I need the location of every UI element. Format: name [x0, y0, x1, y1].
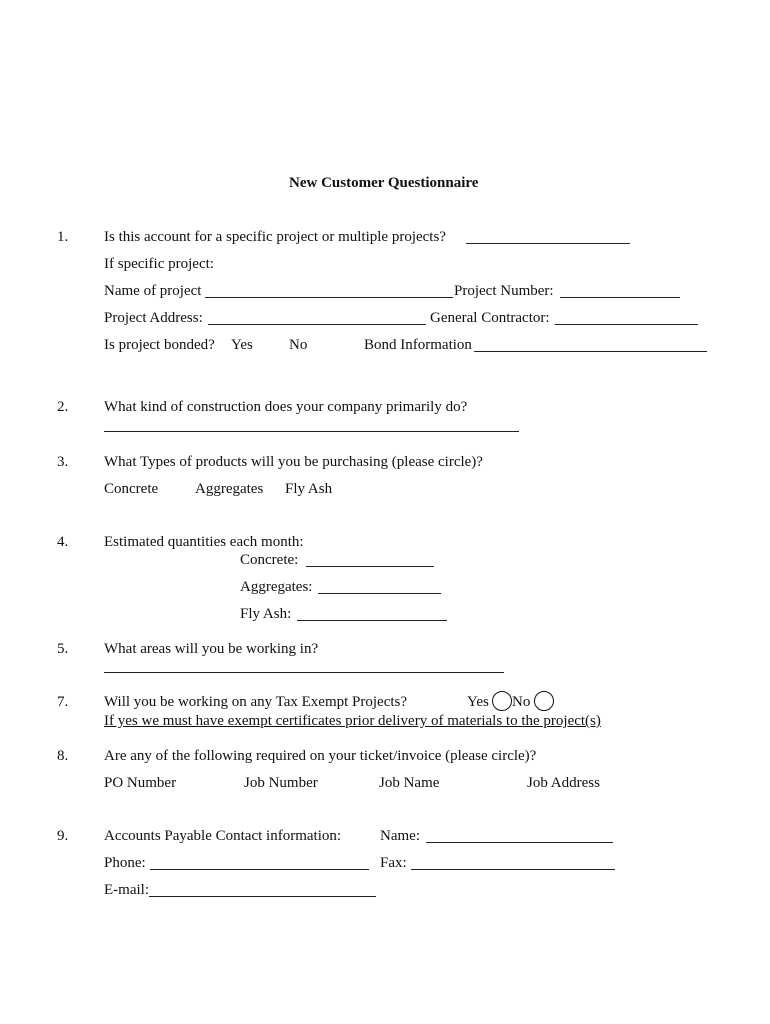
general-contractor-line[interactable] [555, 324, 698, 325]
q3-question: What Types of products will you be purchasing (please circle)? [104, 454, 483, 470]
q2-number: 2. [57, 399, 69, 415]
tax-exempt-note: If yes we must have exempt certificates prior delivery of materials to the project(s) [104, 713, 601, 729]
bond-info-line[interactable] [474, 351, 707, 352]
project-number-label: Project Number: [454, 283, 554, 299]
tax-exempt-yes-checkbox[interactable] [492, 691, 512, 711]
project-address-label: Project Address: [104, 310, 203, 326]
bonded-no-option[interactable]: No [289, 337, 308, 353]
ap-phone-line[interactable] [150, 869, 369, 870]
project-name-line[interactable] [205, 297, 453, 298]
ap-phone-label: Phone: [104, 855, 146, 871]
q7-question: Will you be working on any Tax Exempt Projects? [104, 694, 408, 710]
q7-number: 7. [57, 694, 69, 710]
project-number-line[interactable] [560, 297, 680, 298]
tax-exempt-yes-label: Yes [467, 694, 489, 710]
q5-number: 5. [57, 641, 69, 657]
bonded-yes-option[interactable]: Yes [231, 337, 253, 353]
concrete-quantity-line[interactable] [306, 566, 434, 567]
invoice-option-po-number[interactable]: PO Number [104, 775, 177, 791]
bonded-label: Is project bonded? [104, 337, 215, 353]
ap-name-label: Name: [380, 828, 420, 844]
q2-question: What kind of construction does your company primarily do? [104, 399, 468, 415]
q1-number: 1. [57, 229, 69, 245]
invoice-option-job-address[interactable]: Job Address [527, 775, 600, 791]
product-option-concrete[interactable]: Concrete [104, 481, 159, 497]
bond-info-label: Bond Information [364, 337, 472, 353]
fly-ash-quantity-label: Fly Ash: [240, 606, 292, 622]
project-address-line[interactable] [208, 324, 426, 325]
ap-email-label: E-mail: [104, 882, 149, 898]
q5-question: What areas will you be working in? [104, 641, 319, 657]
ap-contact-label: Accounts Payable Contact information: [104, 828, 342, 844]
concrete-quantity-label: Concrete: [240, 552, 299, 568]
q1-if-specific-label: If specific project: [104, 256, 214, 272]
ap-fax-line[interactable] [411, 869, 615, 870]
q4-number: 4. [57, 534, 69, 550]
q1-answer-line[interactable] [466, 243, 630, 244]
page-title: New Customer Questionnaire [289, 175, 479, 191]
q8-number: 8. [57, 748, 69, 764]
invoice-option-job-number[interactable]: Job Number [244, 775, 318, 791]
q4-question: Estimated quantities each month: [104, 534, 304, 550]
tax-exempt-no-label: No [512, 694, 531, 710]
q9-number: 9. [57, 828, 69, 844]
aggregates-quantity-line[interactable] [318, 593, 441, 594]
q2-answer-line[interactable] [104, 431, 519, 432]
tax-exempt-no-checkbox[interactable] [534, 691, 554, 711]
aggregates-quantity-label: Aggregates: [240, 579, 313, 595]
general-contractor-label: General Contractor: [430, 310, 550, 326]
project-name-label: Name of project [104, 283, 202, 299]
ap-fax-label: Fax: [380, 855, 407, 871]
product-option-fly-ash[interactable]: Fly Ash [285, 481, 333, 497]
ap-email-line[interactable] [149, 896, 376, 897]
ap-name-line[interactable] [426, 842, 613, 843]
invoice-option-job-name[interactable]: Job Name [379, 775, 440, 791]
q1-question: Is this account for a specific project or multiple projects? [104, 229, 446, 245]
q5-answer-line[interactable] [104, 672, 504, 673]
fly-ash-quantity-line[interactable] [297, 620, 447, 621]
q8-question: Are any of the following required on your ticket/invoice (please circle)? [104, 748, 537, 764]
q3-number: 3. [57, 454, 69, 470]
product-option-aggregates[interactable]: Aggregates [195, 481, 264, 497]
